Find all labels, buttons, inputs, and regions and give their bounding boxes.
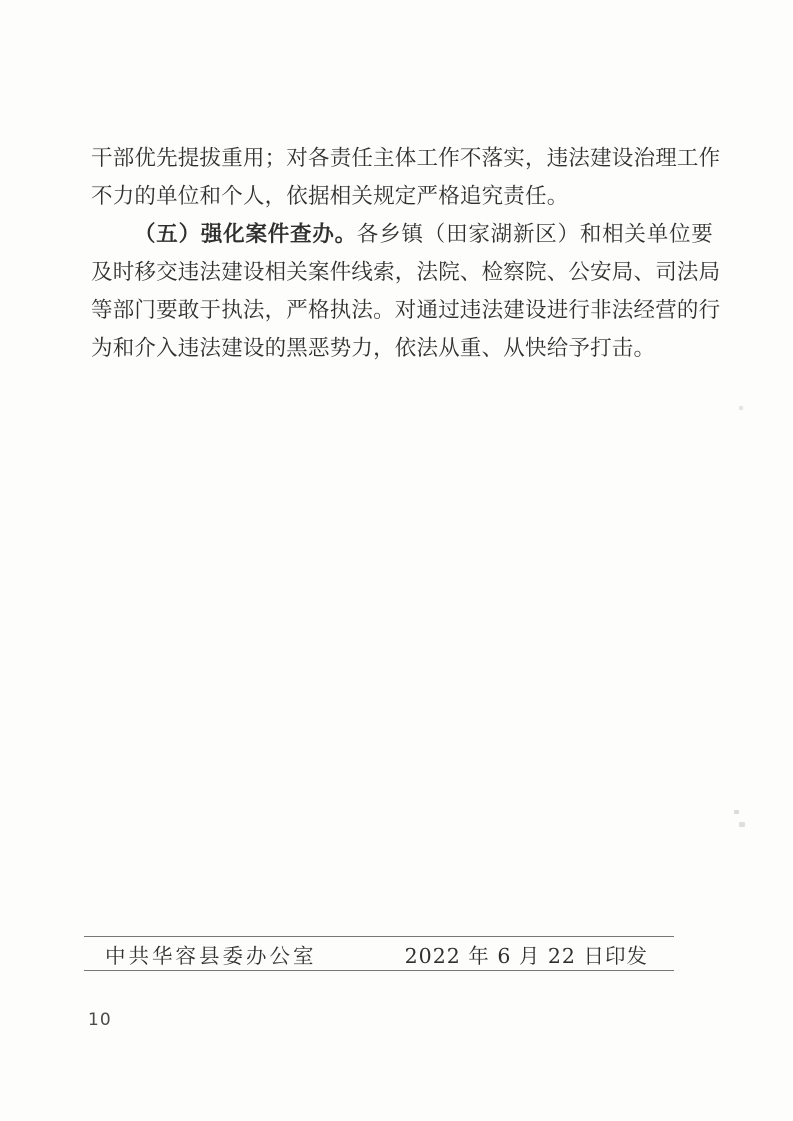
print-date: 2022 年 6 月 22 日印发 [404,943,648,968]
paragraph2-line2: 及时移交违法建设相关案件线索，法院、检察院、公安局、司法局 [91,260,721,285]
scan-speck [739,406,743,410]
paragraph1-line1: 干部优先提拔重用；对各责任主体工作不落实，违法建设治理工作 [91,146,721,171]
section-heading: （五）强化案件查办。 [134,222,357,247]
scan-speck [739,822,745,827]
scan-speck [734,810,739,814]
footer-rule-box [84,936,674,971]
body-text [91,140,721,368]
issuing-office: 中共华容县委办公室 [105,943,317,968]
page-number: 10 [88,1010,112,1030]
paragraph2-line1 [91,216,713,254]
paragraph1-line2: 不力的单位和个人，依据相关规定严格追究责任。 [91,184,569,209]
paragraph2-line1-rest: 各乡镇（田家湖新区）和相关单位要 [356,222,713,247]
paragraph2-line3: 等部门要敢于执法，严格执法。对通过违法建设进行非法经营的行 [91,298,721,323]
paragraph2-line4: 为和介入违法建设的黑恶势力，依法从重、从快给予打击。 [91,336,656,361]
